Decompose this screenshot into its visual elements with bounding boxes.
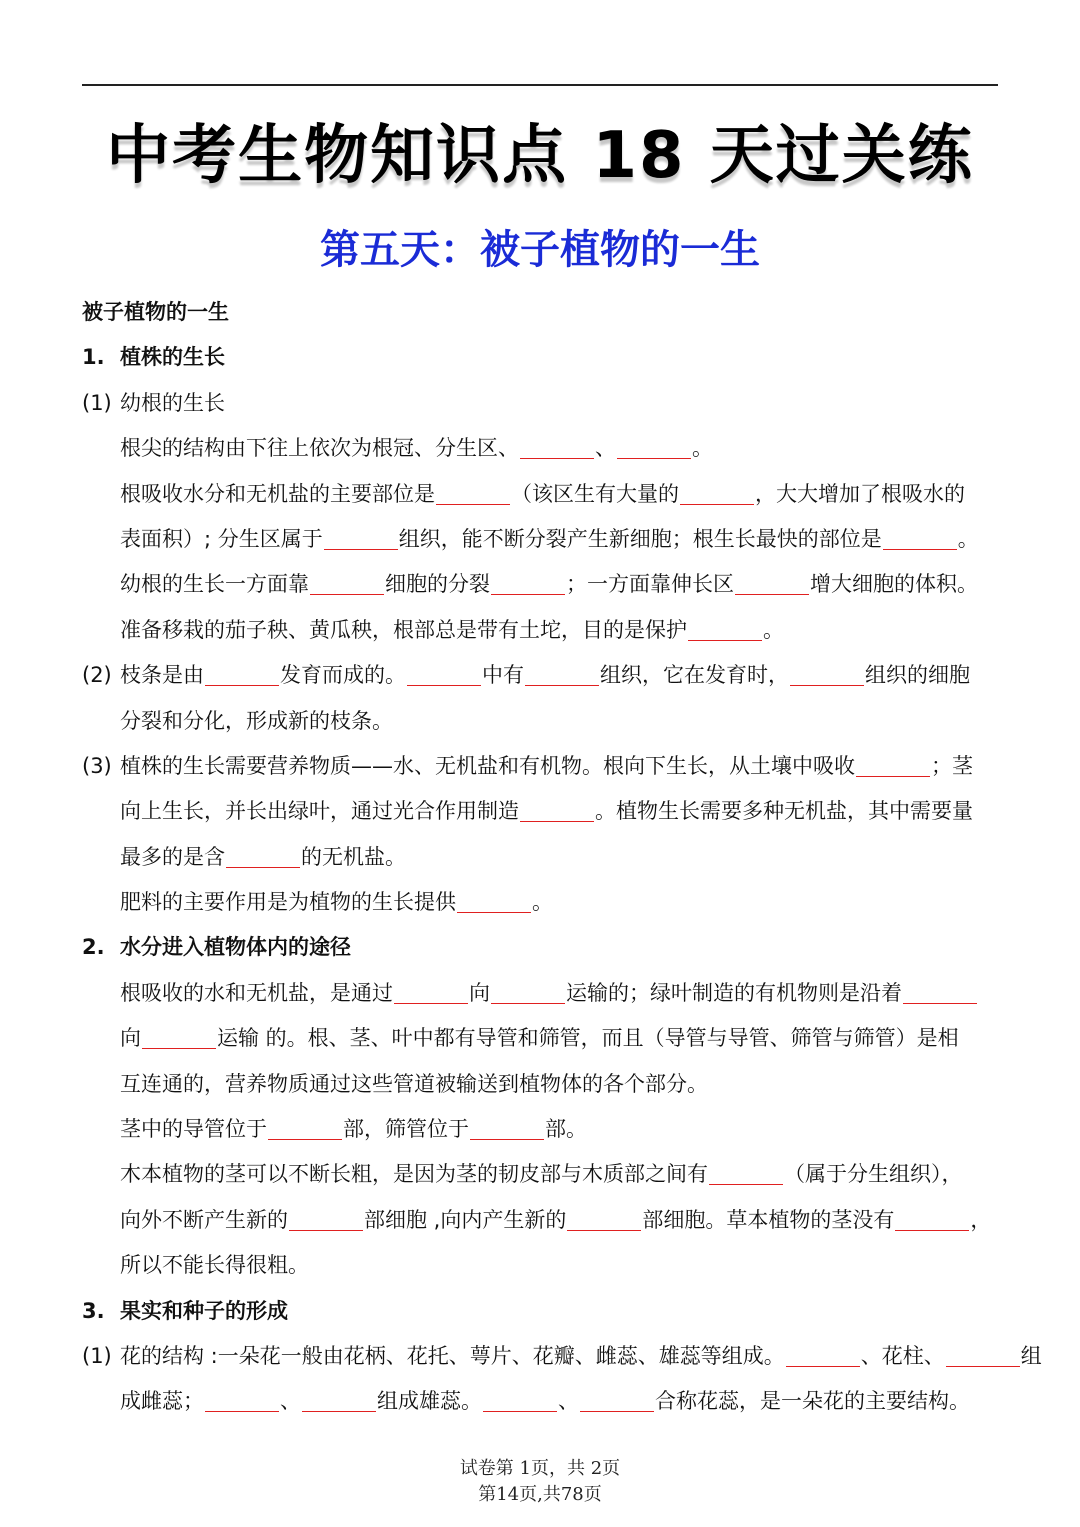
text-line: [0, 1379, 1080, 1424]
answer-blank[interactable]: [709, 1183, 783, 1185]
text-segment: 花的结构 :一朵花一般由花柄、花托、萼片、花瓣、雌蕊、雄蕊等组成。: [120, 1343, 785, 1368]
answer-blank[interactable]: [491, 593, 565, 595]
text-segment: 部。: [545, 1117, 587, 1142]
text-segment: 枝条是由: [120, 663, 204, 688]
answer-blank[interactable]: [324, 548, 398, 550]
answer-blank[interactable]: [735, 593, 809, 595]
answer-blank[interactable]: [790, 684, 864, 686]
answer-blank[interactable]: [903, 1002, 977, 1004]
text-line: [0, 562, 1080, 607]
heading-1: [0, 335, 1080, 380]
heading-3: [0, 1289, 1080, 1334]
text-segment: ；茎: [931, 753, 973, 778]
text-segment: 运输 的。根、茎、叶中都有导管和筛管，而且（导管与导管、筛管与筛管）是相: [217, 1026, 959, 1051]
text-segment: 。: [763, 617, 784, 642]
item-number: (1): [82, 390, 112, 415]
text-segment: 、: [558, 1389, 579, 1414]
answer-blank[interactable]: [895, 1229, 969, 1231]
worksheet-content: [0, 290, 1080, 1425]
text-line: [0, 699, 1080, 744]
text-segment: 植株的生长需要营养物质——水、无机盐和有机物。根向下生长，从土壤中吸收: [120, 753, 855, 778]
text-segment: 成雌蕊；: [120, 1389, 204, 1414]
answer-blank[interactable]: [680, 503, 754, 505]
text-segment: 增大细胞的体积。: [810, 572, 978, 597]
answer-blank[interactable]: [617, 457, 691, 459]
text-segment: 准备移栽的茄子秧、黄瓜秧，根部总是带有土坨，目的是保护: [120, 617, 687, 642]
main-title: 中考生物知识点 18 天过关练: [106, 119, 974, 193]
text-segment: 向外不断产生新的: [120, 1207, 288, 1232]
answer-blank[interactable]: [688, 639, 762, 641]
text-segment: ；一方面靠伸长区: [566, 572, 734, 597]
text-segment: 部，筛管位于: [343, 1117, 469, 1142]
answer-blank[interactable]: [394, 1002, 468, 1004]
answer-blank[interactable]: [883, 548, 957, 550]
text-segment: 组: [1020, 1343, 1042, 1368]
answer-blank[interactable]: [310, 593, 384, 595]
text-line: [0, 1016, 1080, 1061]
text-segment: 根吸收的水和无机盐，是通过: [120, 980, 393, 1005]
text-line: [0, 789, 1080, 834]
text-segment: 向: [469, 980, 490, 1005]
answer-blank[interactable]: [302, 1410, 376, 1412]
text-segment: 根吸收水分和无机盐的主要部位是: [120, 481, 435, 506]
item-1-2: [0, 653, 1080, 698]
text-segment: ，大大增加了根吸水的: [755, 481, 965, 506]
heading-2: [0, 925, 1080, 970]
text-segment: 所以不能长得很粗。: [120, 1253, 309, 1278]
text-segment: 。植物生长需要多种无机盐，其中需要量: [595, 799, 973, 824]
item-3-1: [0, 1334, 1080, 1379]
top-rule: [82, 84, 998, 86]
heading-text: 果实和种子的形成: [120, 1298, 288, 1323]
heading-number: 3.: [82, 1298, 105, 1323]
text-line: [0, 835, 1080, 880]
text-segment: 部细胞 ,向内产生新的: [364, 1207, 567, 1232]
text-segment: 、: [280, 1389, 301, 1414]
section-heading-line: [0, 290, 1080, 335]
text-segment: （该区生有大量的: [511, 481, 679, 506]
text-segment: 向: [120, 1026, 141, 1051]
heading-number: 1.: [82, 345, 105, 370]
item-number: (2): [82, 663, 112, 688]
text-segment: 。: [957, 526, 979, 551]
text-segment: 细胞的分裂: [385, 572, 490, 597]
answer-blank[interactable]: [226, 866, 300, 868]
text-segment: 分裂和分化，形成新的枝条。: [120, 708, 393, 733]
text-segment: 根尖的结构由下往上依次为根冠、分生区、: [120, 436, 519, 461]
answer-blank[interactable]: [205, 1410, 279, 1412]
text-segment: 组织，能不断分裂产生新细胞；根生长最快的部位是: [398, 526, 882, 551]
answer-blank[interactable]: [946, 1365, 1020, 1367]
section-heading: 被子植物的一生: [82, 300, 229, 324]
text-segment: 的无机盐。: [301, 844, 406, 869]
text-segment: 最多的是含: [120, 844, 225, 869]
answer-blank[interactable]: [520, 820, 594, 822]
answer-blank[interactable]: [786, 1365, 860, 1367]
answer-blank[interactable]: [436, 503, 510, 505]
heading-text: 植株的生长: [120, 345, 225, 370]
answer-blank[interactable]: [289, 1229, 363, 1231]
text-segment: 运输的；绿叶制造的有机物则是沿着: [566, 980, 902, 1005]
text-segment: 组成雄蕊。: [377, 1389, 482, 1414]
text-segment: 木本植物的茎可以不断长粗，是因为茎的韧皮部与木质部之间有: [120, 1162, 708, 1187]
text-segment: 幼根的生长一方面靠: [120, 572, 309, 597]
text-segment: （属于分生组织），: [784, 1162, 963, 1187]
text-segment: 互连通的，营养物质通过这些管道被输送到植物体的各个部分。: [120, 1071, 708, 1096]
text-segment: 。: [532, 890, 553, 915]
text-segment: 合称花蕊，是一朵花的主要结构。: [655, 1389, 970, 1414]
answer-blank[interactable]: [856, 775, 930, 777]
answer-blank[interactable]: [520, 457, 594, 459]
answer-blank[interactable]: [580, 1410, 654, 1412]
text-segment: 、: [595, 436, 616, 461]
text-segment: 组织的细胞: [865, 663, 970, 688]
text-line: [0, 1062, 1080, 1107]
text-line: [0, 1107, 1080, 1152]
answer-blank[interactable]: [567, 1229, 641, 1231]
text-line: [0, 1152, 1080, 1197]
text-line: [0, 426, 1080, 471]
text-line: [0, 517, 1080, 562]
item-number: (3): [82, 753, 112, 778]
answer-blank[interactable]: [525, 684, 599, 686]
answer-blank[interactable]: [483, 1410, 557, 1412]
heading-text: 水分进入植物体内的途径: [120, 935, 351, 960]
answer-blank[interactable]: [457, 911, 531, 913]
text-line: [0, 608, 1080, 653]
text-segment: 茎中的导管位于: [120, 1117, 267, 1142]
text-segment: 表面积）; 分生区属于: [120, 526, 323, 551]
item-1-3: [0, 744, 1080, 789]
text-segment: 向上生长，并长出绿叶，通过光合作用制造: [120, 799, 519, 824]
text-segment: 。: [692, 436, 713, 461]
answer-blank[interactable]: [205, 684, 279, 686]
text-segment: 组织，它在发育时，: [600, 663, 789, 688]
answer-blank[interactable]: [470, 1138, 544, 1140]
text-segment: 、花柱、: [860, 1343, 945, 1368]
answer-blank[interactable]: [142, 1047, 216, 1049]
answer-blank[interactable]: [491, 1002, 565, 1004]
text-segment: 发育而成的。: [280, 663, 406, 688]
footer-exam-page: 试卷第 1页，共 2页: [459, 1458, 621, 1479]
page-footer: [0, 1456, 1080, 1508]
item-1-1: [0, 381, 1080, 426]
footer-page-number: 第14页,共78页: [478, 1484, 602, 1505]
answer-blank[interactable]: [407, 684, 481, 686]
answer-blank[interactable]: [268, 1138, 342, 1140]
text-segment: 肥料的主要作用是为植物的生长提供: [120, 890, 456, 915]
text-line: [0, 1198, 1080, 1243]
sub-title: 第五天：被子植物的一生: [320, 227, 760, 273]
heading-number: 2.: [82, 935, 105, 960]
text-line: [0, 1243, 1080, 1288]
item-number: (1): [82, 1343, 112, 1368]
text-segment: 中有: [482, 663, 524, 688]
text-line: [0, 472, 1080, 517]
text-line: [0, 971, 1080, 1016]
text-segment: ，: [970, 1207, 992, 1232]
text-line: [0, 880, 1080, 925]
item-text: 幼根的生长: [120, 390, 225, 415]
text-segment: 部细胞。草本植物的茎没有: [642, 1207, 895, 1232]
